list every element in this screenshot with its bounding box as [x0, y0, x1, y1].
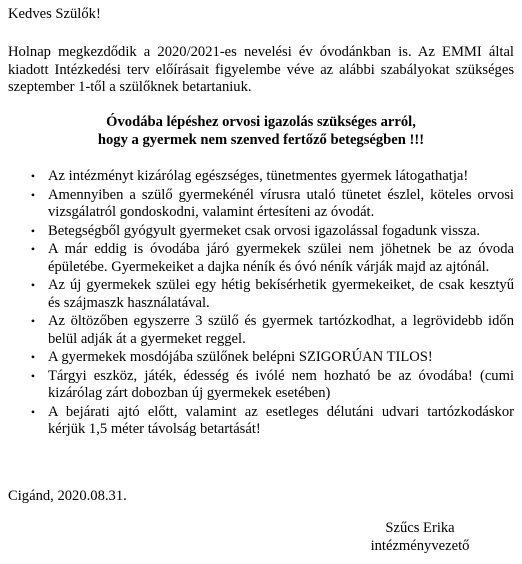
rule-text: Betegségből gyógyult gyermeket csak orvosi igazolással fogadunk vissza.	[48, 222, 481, 239]
rule-text: Az új gyermekek szülei egy hétig bekísérhetik gyermekeiket, de csak kesztyű és szájmaszk használatával.	[48, 277, 514, 311]
signature-block	[360, 520, 480, 555]
intro-paragraph: Holnap megkezdődik a 2020/2021-es nevelési év óvodánkban is. Az EMMI által kiadott Intézkedési terv előírásait figyelembe véve az alábbi szabályokat szükséges szeptember 1-től a szülőknek betartaniuk.	[8, 44, 514, 95]
greeting: Kedves Szülők!	[8, 6, 101, 22]
bullet-icon: •	[30, 223, 36, 238]
rule-text: A gyermekek mosdójába szülőnek belépni SZIGORÚAN TILOS!	[48, 349, 433, 365]
rule-item	[0, 223, 522, 241]
rule-text: A bejárati ajtó előtt, valamint az esetleges délutáni udvari tartózkodáskor kérjük 1,5 méter távolság betartását!	[48, 403, 514, 437]
rule-text: Az öltözőben egyszerre 3 szülő és gyermek tartózkodhat, a legrövidebb időn belül adják át a gyermeket reggel.	[48, 313, 514, 347]
bullet-icon: •	[30, 187, 36, 202]
notice-line-2: hogy a gyermek nem szenved fertőző betegségben !!!	[97, 131, 425, 148]
rule-item	[0, 241, 522, 276]
rule-item	[0, 349, 522, 367]
rule-item	[0, 168, 522, 186]
bullet-icon: •	[30, 169, 36, 183]
notice-line-1: Óvodába lépéshez orvosi igazolás szükséges arról,	[106, 114, 416, 130]
rule-text: Az intézményt kizárólag egészséges, tünetmentes gyermek látogathatja!	[48, 168, 469, 184]
rule-item	[0, 313, 522, 348]
bullet-icon: •	[30, 242, 36, 256]
signature-title: intézményvezető	[370, 537, 470, 554]
rules-list	[0, 168, 522, 440]
bullet-icon: •	[30, 350, 36, 364]
bullet-icon: •	[30, 278, 36, 292]
place-and-date: Cigánd, 2020.08.31.	[8, 488, 127, 504]
rule-item	[0, 187, 522, 222]
bullet-icon: •	[30, 368, 36, 383]
bullet-icon: •	[30, 404, 36, 419]
rule-text: A már eddig is óvodába járó gyermekek szülei nem jöhetnek be az óvoda épületébe. Gyermekeiket a dajka néník és óvó néník várják majd az ajtónál.	[48, 241, 514, 275]
rule-text: Tárgyi eszköz, játék, édesség és ivólé nem hozható be az óvodába! (cumi kizárólag zárt dobozban új gyermekek esetében)	[48, 367, 514, 401]
rule-item	[0, 368, 522, 403]
rule-item	[0, 277, 522, 312]
rule-text: Amennyiben a szülő gyermekénél vírusra utaló tünetet észlel, köteles orvosi vizsgálatról gondoskodni, valamint értesíteni az óvodát.	[48, 186, 514, 220]
rule-item	[0, 404, 522, 439]
signature-name: Szűcs Erika	[385, 520, 455, 536]
medical-certificate-notice	[0, 114, 522, 149]
bullet-icon: •	[30, 314, 36, 328]
